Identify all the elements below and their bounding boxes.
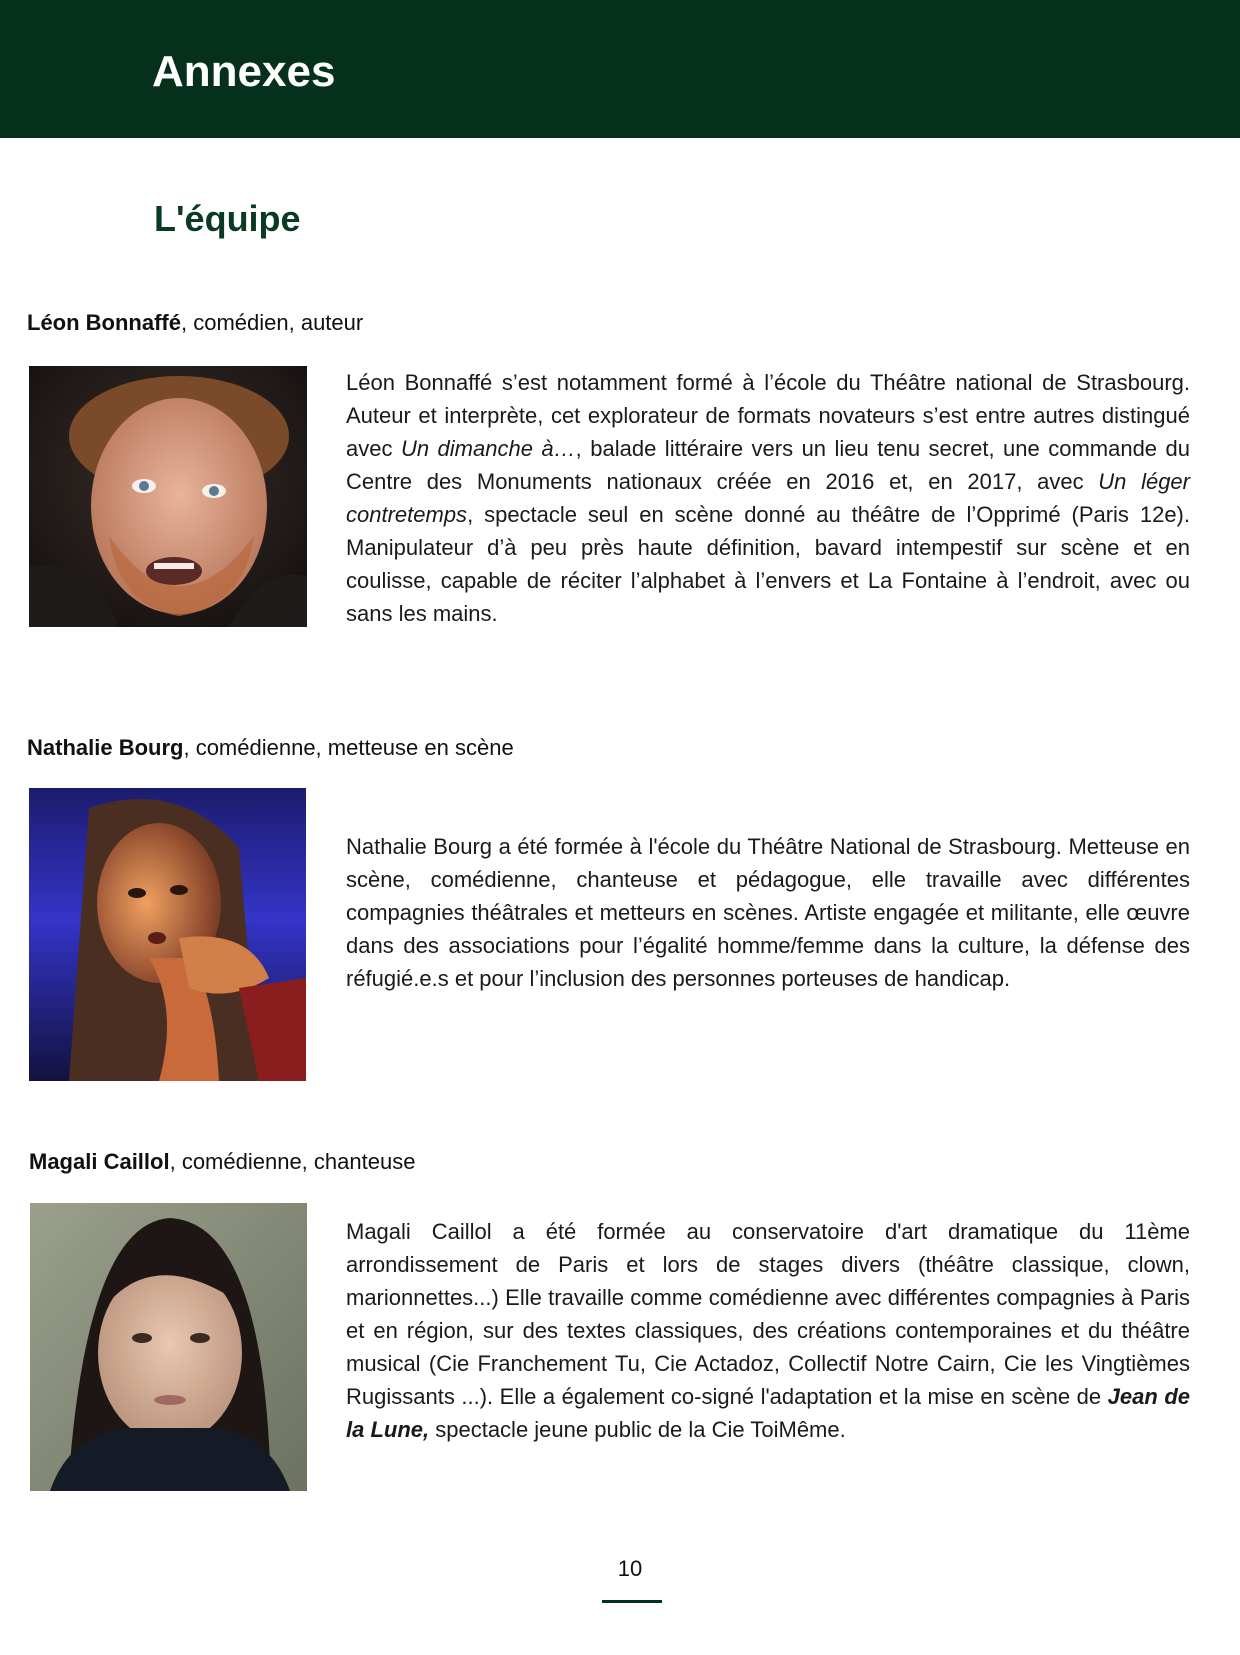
bio-text: spectacle jeune public de la Cie ToiMême. [429, 1417, 846, 1442]
member-role: , comédienne, metteuse en scène [183, 735, 514, 760]
page-title: Annexes [152, 47, 336, 96]
section-title: L'équipe [154, 198, 301, 239]
member-role: , comédien, auteur [181, 310, 364, 335]
page-number: 10 [617, 1556, 643, 1581]
header-band [0, 0, 1240, 138]
page-number-rule [602, 1600, 662, 1603]
bio-title-italic: Un léger contretemps [346, 469, 1190, 527]
member-name: Léon Bonnaffé [27, 310, 181, 335]
member-bio [346, 830, 1190, 995]
member-name: Nathalie Bourg [27, 735, 184, 760]
portrait-photo-magali [30, 1203, 307, 1491]
member-role: , comédienne, chanteuse [169, 1149, 416, 1174]
portrait-photo-leon [29, 366, 307, 627]
member-bio [346, 1215, 1190, 1446]
member-heading-magali [29, 1148, 415, 1177]
member-bio [346, 366, 1190, 630]
member-heading-nathalie [27, 734, 514, 763]
portrait-photo-nathalie [29, 788, 306, 1081]
bio-title-italic: Un dimanche à… [400, 436, 576, 461]
bio-text: , balade littéraire vers un lieu tenu secret, une commande du Centre des Monuments nationaux créée en 2016 et, en 2017, avec [346, 436, 1190, 494]
bio-text: , spectacle seul en scène donné au théâtre de l’Opprimé (Paris 12e). Manipulateur d’à peu près haute définition, bavard intempestif sur scène et en coulisse, capable de réciter l’alphabet à l’envers et La Fontaine à l’endroit, avec ou sans les mains. [346, 502, 1190, 626]
bio-text: Magali Caillol a été formée au conservatoire d'art dramatique du 11ème arrondissement de Paris et lors de stages divers (théâtre classique, clown, marionnettes...) Elle travaille comme comédienne avec différentes compagnies à Paris et en région, sur des textes classiques, des créations contemporaines et du théâtre musical (Cie Franchement Tu, Cie Actadoz, Collectif Notre Cairn, Cie les Vingtièmes Rugissants ...). Elle a également co-signé l'adaptation et la mise en scène de [346, 1219, 1190, 1409]
member-name: Magali Caillol [29, 1149, 170, 1174]
bio-text: Nathalie Bourg a été formée à l'école du Théâtre National de Strasbourg. Metteuse en scène, comédienne, chanteuse et pédagogue, elle travaille avec différentes compagnies théâtrales et metteurs en scènes. Artiste engagée et militante, elle œuvre dans des associations pour l’égalité homme/femme dans la culture, la défense des réfugié.e.s et pour l’inclusion des personnes porteuses de handicap. [346, 834, 1190, 991]
bio-title-italic: Jean de la Lune, [346, 1384, 1190, 1442]
member-heading-leon [27, 309, 363, 338]
bio-text: Léon Bonnaffé s’est notamment formé à l’école du Théâtre national de Strasbourg. Auteur et interprète, cet explorateur de formats novateurs s’est entre autres distingué avec [346, 370, 1190, 461]
